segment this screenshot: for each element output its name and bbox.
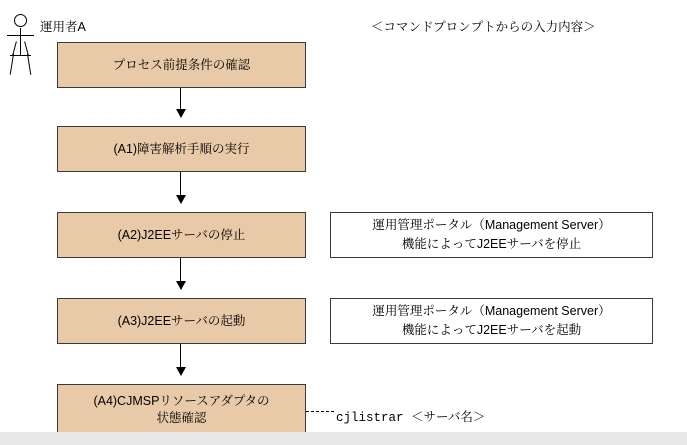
note-box-1-label: 運用管理ポータル（Management Server） 機能によってJ2EEサーバを停止 (372, 218, 611, 251)
process-box-3 (57, 212, 306, 258)
person-leg-right (27, 54, 32, 75)
person-arms (7, 35, 34, 36)
note-box-1 (330, 212, 653, 258)
note-box-2-label: 運用管理ポータル（Management Server） 機能によってJ2EEサーバを起動 (372, 304, 611, 337)
bottom-band (0, 432, 687, 445)
flow-arrow-3 (180, 258, 181, 289)
person-icon (4, 14, 40, 76)
note-box-2 (330, 298, 653, 344)
process-box-4 (57, 298, 306, 344)
person-body (20, 28, 21, 55)
process-box-2 (57, 126, 306, 172)
process-box-1-label: プロセス前提条件の確認 (112, 57, 251, 72)
flow-arrow-2 (180, 172, 181, 203)
process-box-4-label: (A3)J2EEサーバの起動 (117, 313, 246, 328)
flow-arrow-4 (180, 344, 181, 375)
process-box-5 (57, 384, 306, 435)
process-box-1 (57, 42, 306, 88)
column-header-label: ＜コマンドプロンプトからの入力内容＞ (371, 20, 596, 34)
dashed-connector (306, 411, 334, 412)
person-head (14, 14, 27, 27)
person-leg-left (10, 54, 15, 75)
flow-arrow-1 (180, 88, 181, 117)
process-box-5-label: (A4)CJMSPリソースアダプタの 状態確認 (93, 393, 270, 425)
process-box-2-label: (A1)障害解析手順の実行 (113, 141, 250, 156)
command-text: cjlistrar ＜サーバ名＞ (336, 411, 486, 425)
process-box-3-label: (A2)J2EEサーバの停止 (117, 227, 246, 242)
actor-label: 運用者A (40, 20, 86, 34)
